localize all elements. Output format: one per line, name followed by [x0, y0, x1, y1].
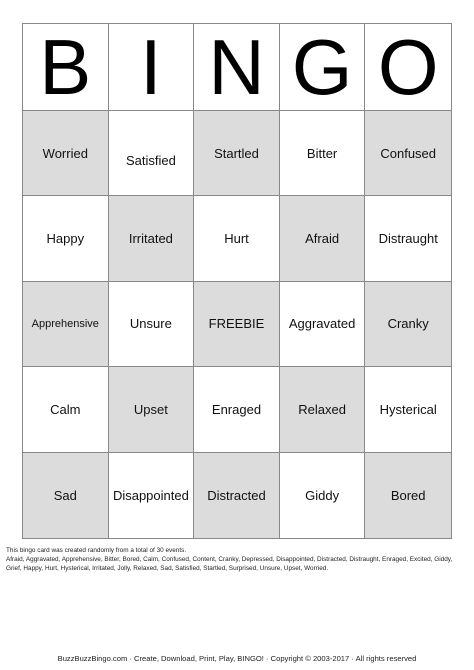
copyright-footer: BuzzBuzzBingo.com · Create, Download, Print, Play, BINGO! · Copyright © 2003-2017 · All rights reserved [57, 654, 417, 663]
bingo-cell: Giddy [280, 453, 366, 538]
bingo-cell: Disappointed [109, 453, 195, 538]
bingo-cell: Irritated [109, 196, 195, 281]
header-letter-n: N [194, 24, 280, 111]
bingo-cell: Enraged [194, 367, 280, 452]
bingo-cell: Hysterical [365, 367, 451, 452]
bingo-cell: Bored [365, 453, 451, 538]
header-letter-o: O [365, 24, 451, 111]
bingo-cell: Afraid [280, 196, 366, 281]
bingo-cell: Hurt [194, 196, 280, 281]
freebie-cell: FREEBIE [194, 282, 280, 367]
bingo-cell: Distracted [194, 453, 280, 538]
bingo-cell: Relaxed [280, 367, 366, 452]
bingo-cell: Startled [194, 111, 280, 196]
header-letter-i: I [109, 24, 195, 111]
note-event-list: Afraid, Aggravated, Apprehensive, Bitter, Bored, Calm, Confused, Content, Cranky, Depressed, Disappointed, Distracted, Distraught, Enraged, Excited, Giddy, Grief, Happy, Hurt, Hysterical, Irritated, Jolly, Relaxed, Sad, Satisfied, Startled, Surprised, Unsure, Upset, Worried. [6, 556, 453, 572]
bingo-cell: Satisfied [109, 111, 195, 196]
event-list-note [6, 546, 468, 573]
bingo-cell: Apprehensive [23, 282, 109, 367]
bingo-cell: Calm [23, 367, 109, 452]
bingo-cell: Distraught [365, 196, 451, 281]
bingo-card [22, 23, 452, 539]
bingo-cell: Worried [23, 111, 109, 196]
bingo-cell: Cranky [365, 282, 451, 367]
note-summary: This bingo card was created randomly from a total of 30 events. [6, 547, 187, 554]
bingo-cell: Upset [109, 367, 195, 452]
bingo-cell: Aggravated [280, 282, 366, 367]
header-letter-g: G [280, 24, 366, 111]
bingo-cell: Happy [23, 196, 109, 281]
header-letter-b: B [23, 24, 109, 111]
bingo-cell: Bitter [280, 111, 366, 196]
bingo-cell: Confused [365, 111, 451, 196]
bingo-cell: Unsure [109, 282, 195, 367]
bingo-cell: Sad [23, 453, 109, 538]
